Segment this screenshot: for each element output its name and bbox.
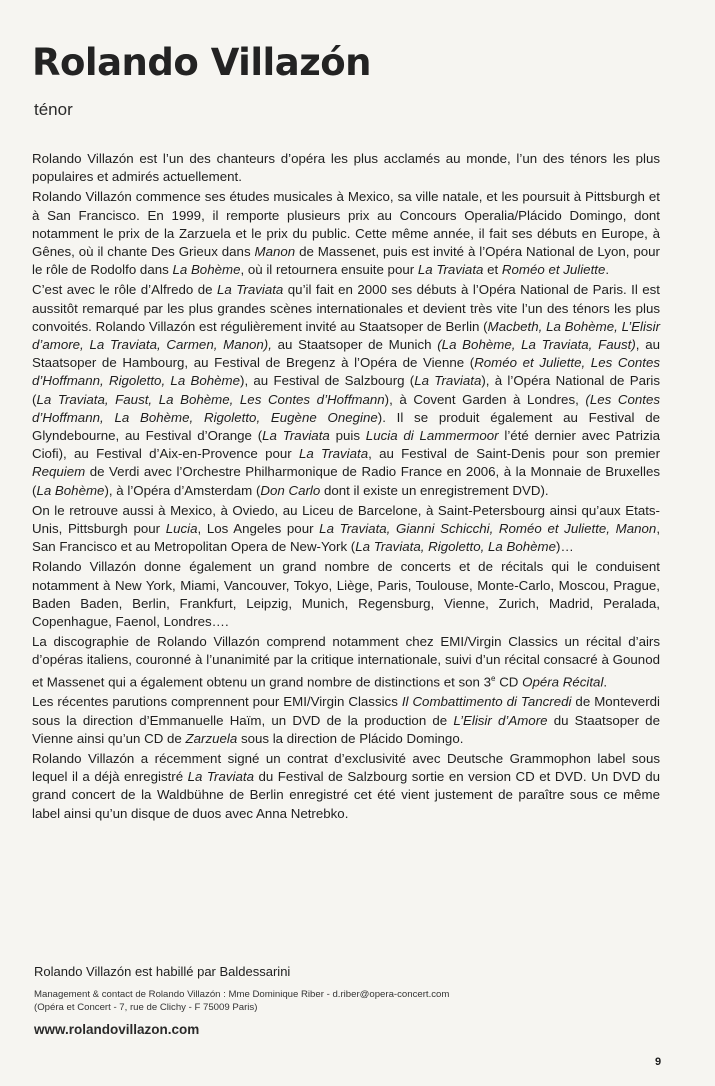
- paragraph: [32, 188, 660, 279]
- italic-title: L’Elisir d’Amore: [453, 712, 548, 728]
- italic-title: Zarzuela: [185, 730, 238, 746]
- italic-title: Lucia: [165, 521, 198, 537]
- text-run: de Verdi avec l’Orchestre Philharmonique de Radio France en 2006, à la Monnaie de Bruxelles (: [32, 464, 660, 498]
- italic-title: Lucia di Lammermoor: [365, 428, 499, 444]
- text-run: La discographie de Rolando Villazón comprend notamment chez EMI/Virgin Classics un récital d’airs d’opéras italiens, couronné à l’unanimité par la critique internationale, suivi d’un récital consacré à Gounod et Massenet qui a également obtenu un grand nombre de distinctions et son 3: [32, 634, 660, 690]
- text-run: du Festival de Salzbourg sortie en version CD et DVD. Un DVD du grand concert de la Waldbühne de Berlin enregistré cet été vient justement de paraître sous ce même label ainsi qu’un disque de duos avec Anna Netrebko.: [32, 769, 660, 821]
- italic-title: Manon: [254, 244, 296, 260]
- italic-title: Roméo et Juliette, Les Contes d’Hoffmann, Rigoletto, La Bohème: [32, 355, 660, 389]
- text-run: , au Staatsoper de Hambourg, au Festival de Bregenz à l’Opéra de Vienne (: [32, 337, 660, 371]
- text-run: de Massenet, puis est invité à l’Opéra National de Lyon, pour le rôle de Rodolfo dans: [32, 244, 660, 278]
- italic-title: La Traviata: [298, 446, 369, 462]
- text-run: , au Festival de Saint-Denis pour son premier: [368, 446, 660, 462]
- italic-title: La Traviata, Gianni Schicchi, Roméo et Juliette, Manon: [319, 521, 657, 537]
- text-run: Rolando Villazón donne également un grand nombre de concerts et de récitals qui le conduisent notamment à New York, Miami, Vancouver, Tokyo, Liège, Paris, Toulouse, Monte-Carlo, Moscou, Prague, Baden Baden, Berlin, Frankfurt, Leipzig, Munich, Regensburg, Vienne, Zurich, Madrid, Peralada, Copenhague, Faenol, Londres….: [32, 559, 660, 630]
- italic-title: Opéra Récital: [522, 674, 604, 690]
- text-run: ), à Covent Garden à Londres,: [384, 391, 586, 407]
- italic-title: Macbeth, La Bohème, L’Elisir d’amore, La Traviata, Carmen, Manon),: [32, 318, 661, 353]
- page-title: Rolando Villazón: [32, 41, 371, 84]
- italic-title: Requiem: [32, 464, 86, 480]
- italic-title: Roméo et Juliette: [501, 262, 606, 278]
- biography-text: [32, 150, 660, 825]
- italic-title: La Traviata: [217, 282, 284, 298]
- paragraph: [32, 558, 660, 631]
- text-run: ), à l’Opéra National de Paris (: [32, 373, 661, 407]
- italic-title: La Traviata: [187, 769, 254, 785]
- paragraph: [32, 281, 660, 499]
- text-run: CD: [495, 674, 523, 690]
- italic-title: Il Combattimento di Tancredi: [401, 694, 572, 710]
- text-run: puis: [329, 428, 366, 444]
- text-run: .: [603, 674, 608, 690]
- text-run: au Staatsoper de Munich: [271, 337, 438, 353]
- management-line: Management & contact de Rolando Villazón : Mme Dominique Riber - d.riber@opera-concert.com: [34, 989, 450, 1000]
- text-run: et: [483, 262, 502, 278]
- italic-title: (Les Contes d’Hoffmann, La Bohème, Rigoletto, Eugène Onegine: [32, 391, 660, 425]
- management-contact: [34, 988, 654, 1014]
- text-run: Rolando Villazón est l’un des chanteurs d’opéra les plus acclamés au monde, l’un des ténors les plus populaires et admirés actuellement.: [32, 151, 660, 185]
- italic-title: La Traviata: [417, 262, 484, 278]
- clothing-credit: Rolando Villazón est habillé par Baldessarini: [34, 964, 291, 979]
- text-run: ), au Festival de Salzbourg (: [240, 373, 415, 389]
- text-run: ), à l’Opéra d’Amsterdam (: [104, 482, 261, 498]
- text-run: Rolando Villazón a récemment signé un contrat d’exclusivité avec Deutsche Grammophon label sous lequel il a déjà enregistré: [32, 750, 660, 785]
- paragraph: [32, 502, 660, 557]
- text-run: )…: [556, 539, 574, 555]
- text-run: On le retrouve aussi à Mexico, à Oviedo, au Liceu de Barcelone, à Saint-Petersbourg ainsi qu’aux Etats-Unis, Pittsburgh pour: [32, 502, 660, 537]
- text-run: .: [605, 262, 610, 278]
- text-run: Les récentes parutions comprennent pour EMI/Virgin Classics: [32, 694, 402, 710]
- paragraph: [32, 693, 660, 748]
- italic-title: Don Carlo: [260, 482, 321, 498]
- text-run: Rolando Villazón commence ses études musicales à Mexico, sa ville natale, et les poursuit à Pittsburgh et à San Francisco. En 1999, il remporte plusieurs prix au Concours Operalia/Plácido Domingo, dont notamment le prix de la Zarzuela et le prix du public. Cette même année, il fait ses débuts en Europe, à Gênes, où il chante Des Grieux dans: [32, 189, 660, 260]
- italic-title: La Bohème: [172, 262, 241, 278]
- text-run: , où il retournera ensuite pour: [240, 262, 418, 278]
- text-run: qu’il fait en 2000 ses débuts à l’Opéra National de Paris. Il est aussitôt remarqué par les plus grandes scènes internationales et devient très vite l’un des ténors les plus convoités. Rolando Villazón est régulièrement invité au Staatsoper de Berlin (: [32, 282, 660, 334]
- text-run: du Staatsoper de Vienne ainsi qu’un CD de: [32, 712, 660, 746]
- text-run: ). Il se produit également au Festival de Glyndebourne, au Festival d’Orange (: [32, 409, 660, 444]
- paragraph: [32, 750, 660, 823]
- italic-title: La Traviata: [414, 373, 482, 389]
- italic-title: La Traviata, Rigoletto, La Bohème: [355, 539, 557, 555]
- text-run: l’été dernier avec Patrizia Ciofi), au Festival d’Aix-en-Provence pour: [32, 428, 660, 462]
- text-run: , Los Angeles pour: [197, 521, 320, 537]
- italic-title: La Bohème: [36, 482, 105, 498]
- subtitle-role: ténor: [34, 100, 73, 119]
- italic-title: La Traviata: [262, 428, 330, 444]
- text-run: C’est avec le rôle d’Alfredo de: [32, 282, 217, 298]
- page-number: 9: [655, 1056, 662, 1068]
- text-run: , San Francisco et au Metropolitan Opera de New-York (: [32, 521, 661, 555]
- paragraph: [32, 150, 660, 186]
- italic-title: La Traviata, Faust, La Bohème, Les Contes d’Hoffmann: [36, 391, 385, 407]
- text-run: e: [491, 673, 496, 683]
- address-line: (Opéra et Concert - 7, rue de Clichy - F 75009 Paris): [34, 1002, 258, 1013]
- text-run: sous la direction de Plácido Domingo.: [237, 730, 464, 746]
- text-run: de Monteverdi sous la direction d’Emmanuelle Haïm, un DVD de la production de: [32, 694, 660, 728]
- text-run: dont il existe un enregistrement DVD).: [320, 482, 549, 498]
- paragraph: [32, 633, 660, 691]
- italic-title: (La Bohème, La Traviata, Faust): [437, 337, 636, 353]
- website-link[interactable]: www.rolandovillazon.com: [34, 1022, 200, 1037]
